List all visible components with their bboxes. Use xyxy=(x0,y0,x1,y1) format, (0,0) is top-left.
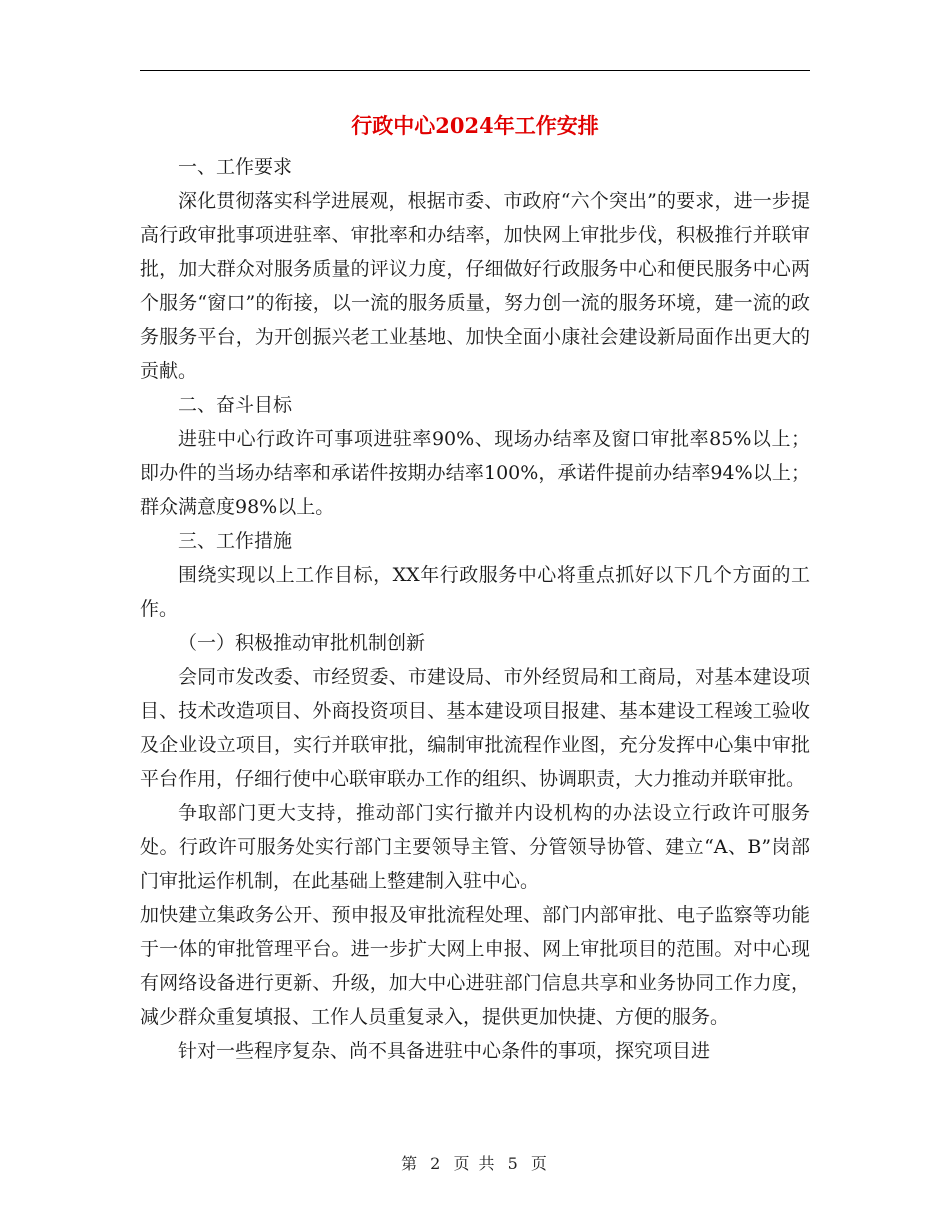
paragraph-department-support: 争取部门更大支持，推动部门实行撤并内设机构的办法设立行政许可服务处。行政许可服务处实行部门主要领导主管、分管领导协管、建立“A、B”岗部门审批运作机制，在此基础上整建制入驻中心。 xyxy=(140,802,810,892)
subsection-heading-approval-innovation: （一）积极推动审批机制创新 xyxy=(178,632,426,654)
footer-current-page: 2 xyxy=(430,1154,443,1173)
paragraph-joint-approval: 会同市发改委、市经贸委、市建设局、市外经贸局和工商局，对基本建设项目、技术改造项目、外商投资项目、基本建设项目报建、基本建设工程竣工验收及企业设立项目，实行并联审批，编制审批流程作业图，充分发挥中心集中审批平台作用，仔细行使中心联审联办工作的组织、协调职责，大力推动并联审批。 xyxy=(140,666,810,790)
paragraph-goals: 进驻中心行政许可事项进驻率90%、现场办结率及窗口审批率85%以上；即办件的当场办结率和承诺件按期办结率100%，承诺件提前办结率94%以上；群众满意度98%以上。 xyxy=(140,428,810,518)
footer-total-pages: 5 xyxy=(507,1154,520,1173)
footer-suffix: 页 xyxy=(530,1154,549,1173)
section-heading-measures: 三、工作措施 xyxy=(178,530,293,552)
paragraph-measures-intro: 围绕实现以上工作目标，XX年行政服务中心将重点抓好以下几个方面的工作。 xyxy=(140,564,810,620)
document-title: 行政中心2024年工作安排 xyxy=(351,113,599,138)
footer-middle: 页 共 xyxy=(453,1154,497,1173)
footer-prefix: 第 xyxy=(401,1154,420,1173)
paragraph-requirements: 深化贯彻落实科学进展观，根据市委、市政府“六个突出”的要求，进一步提高行政审批事项进驻率、审批率和办结率，加快网上审批步伐，积极推行并联审批，加大群众对服务质量的评议力度，仔细做好行政服务中心和便民服务中心两个服务“窗口”的衔接，以一流的服务质量，努力创一流的服务环境，建一流的政务服务平台，为开创振兴老工业基地、加快全面小康社会建设新局面作出更大的贡献。 xyxy=(140,190,810,382)
document-body xyxy=(140,150,810,1068)
paragraph-complex-items: 针对一些程序复杂、尚不具备进驻中心条件的事项，探究项目进 xyxy=(178,1040,711,1062)
page-footer xyxy=(0,1152,950,1176)
section-heading-requirements: 一、工作要求 xyxy=(178,156,293,178)
section-heading-goals: 二、奋斗目标 xyxy=(178,394,293,416)
header-rule xyxy=(140,70,810,71)
paragraph-approval-platform: 加快建立集政务公开、预申报及审批流程处理、部门内部审批、电子监察等功能于一体的审批管理平台。进一步扩大网上申报、网上审批项目的范围。对中心现有网络设备进行更新、升级，加大中心进驻部门信息共享和业务协同工作力度，减少群众重复填报、工作人员重复录入，提供更加快捷、方便的服务。 xyxy=(140,904,810,1028)
